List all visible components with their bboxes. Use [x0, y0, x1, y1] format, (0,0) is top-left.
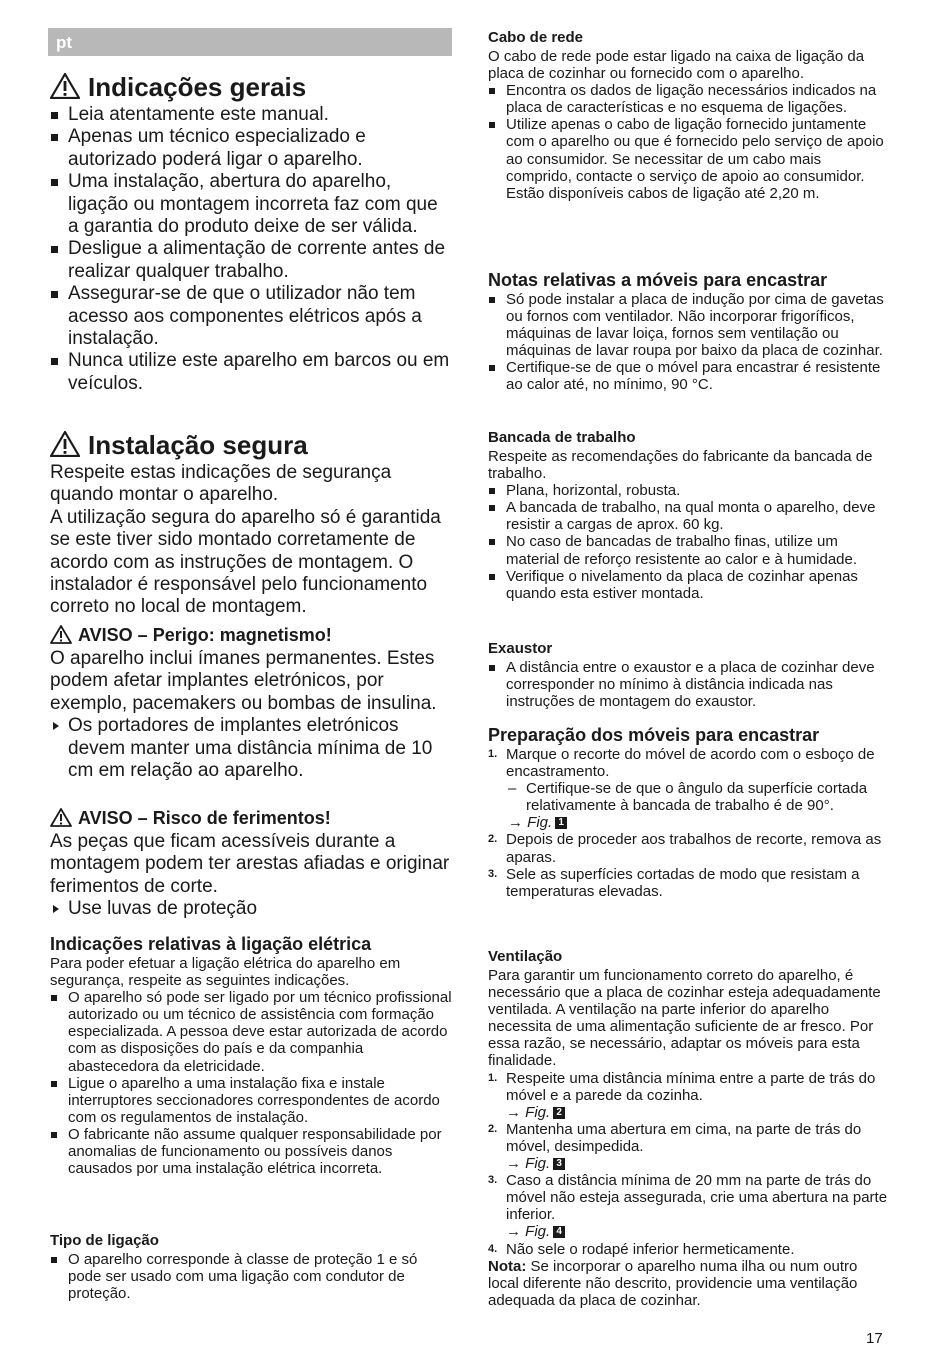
- subsection-title-tipo: Tipo de ligação: [50, 1232, 159, 1249]
- warning-magnetism-text: [50, 648, 452, 782]
- figure-reference: → Fig. 1: [488, 814, 888, 831]
- paragraph: Para poder efetuar a ligação elétrica do aparelho em segurança, respeite as seguintes indicações.: [50, 955, 401, 990]
- cabo-list: [488, 82, 888, 202]
- subsection-title-exaustor: Exaustor: [488, 640, 553, 657]
- figure-number-box: 3: [553, 1158, 565, 1170]
- list-item: No caso de bancadas de trabalho finas, utilize um material de reforço resistente ao calor e à humidade.: [488, 533, 888, 567]
- prep-steps: [488, 746, 888, 900]
- list-item: A bancada de trabalho, na qual monta o aparelho, deve resistir a cargas de aprox. 60 kg.: [488, 499, 888, 533]
- section-title-general: Indicações gerais: [50, 72, 306, 102]
- list-item: O aparelho só pode ser ligado por um técnico profissional autorizado ou um técnico de assistência com formação especializada. A pessoa deve estar autorizada de acordo com as disposições do país e da companhia abastecedora da eletricidade.: [50, 989, 452, 1074]
- warning-icon: [50, 625, 72, 644]
- language-code: pt: [56, 33, 73, 52]
- paragraph: As peças que ficam acessíveis durante a montagem podem ter arestas afiadas e originar ferimentos de corte.: [50, 831, 450, 897]
- action-list: [50, 715, 452, 782]
- electric-text: [50, 955, 452, 1177]
- list-item: Uma instalação, abertura do aparelho, ligação ou montagem incorreta faz com que a garantia do produto deixe de ser válida.: [50, 171, 452, 238]
- list-item: Encontra os dados de ligação necessários indicados na placa de características e no esquema de ligações.: [488, 82, 888, 116]
- list-item: Certifique-se de que o móvel para encastrar é resistente ao calor até, no mínimo, 90 °C.: [488, 359, 888, 393]
- figure-number-box: 2: [553, 1107, 565, 1119]
- substep: – Certifique-se de que o ângulo da superfície cortada relativamente à bancada de trabalho é de 90°.: [508, 780, 868, 815]
- vent-list: [488, 1070, 888, 1258]
- paragraph: A utilização segura do aparelho só é garantida se este tiver sido montado corretamente de acordo com as instruções de montagem. O instalador é responsável pelo funcionamento correto no local de montagem.: [50, 506, 441, 618]
- note: Nota: Se incorporar o aparelho numa ilha ou num outro local diferente não descrito, providencie uma ventilação adequada da placa de cozinhar.: [488, 1257, 858, 1309]
- prep-list: [488, 746, 888, 780]
- paragraph: Respeite as recomendações do fabricante da bancada de trabalho.: [488, 448, 873, 483]
- paragraph: O cabo de rede pode estar ligado na caixa de ligação da placa de cozinhar ou fornecido com o aparelho.: [488, 48, 865, 83]
- bancada-list: [488, 482, 888, 602]
- figure-number-box: 1: [555, 817, 567, 829]
- figure-reference: → Fig. 2: [506, 1104, 888, 1121]
- step-item: 2. Mantenha uma abertura em cima, na parte de trás do móvel, desimpedida. → Fig. 3: [488, 1121, 888, 1172]
- general-list: [50, 104, 452, 395]
- list-item: Ligue o aparelho a uma instalação fixa e instale interruptores seccionadores correspondentes de acordo com os regulamentos de instalação.: [50, 1075, 452, 1126]
- subsection-title-cabo: Cabo de rede: [488, 29, 584, 46]
- list-item: Só pode instalar a placa de indução por cima de gavetas ou fornos com ventilador. Não incorporar frigoríficos, máquinas de lavar loiça, fornos sem ventilação ou máquinas de lavar roupa por baixo da placa de cozinhar.: [488, 291, 888, 359]
- figure-number-box: 4: [553, 1226, 565, 1238]
- prep-list-cont: [488, 831, 888, 899]
- warning-icon: [50, 73, 80, 99]
- paragraph: O aparelho inclui ímanes permanentes. Estes podem afetar implantes eletrónicos, por exemplo, pacemakers ou bombas de insulina.: [50, 648, 437, 714]
- paragraph: Para garantir um funcionamento correto do aparelho, é necessário que a placa de cozinhar esteja adequadamente ventilada. A ventilação na parte inferior do aparelho necessita de uma alimentação suficiente de ar fresco. Por essa razão, se necessário, adaptar os móveis para esta finalidade.: [488, 967, 881, 1070]
- list-item: Os portadores de implantes eletrónicos devem manter uma distância mínima de 10 cm em relação ao aparelho.: [50, 715, 452, 782]
- warning-icon: [50, 808, 72, 827]
- electric-list: [50, 989, 452, 1177]
- action-list: [50, 898, 452, 920]
- section-title-electric: Indicações relativas à ligação elétrica: [50, 934, 372, 954]
- list-item: O fabricante não assume qualquer responsabilidade por anomalias de funcionamento ou possíveis danos causados por uma instalação elétrica incorreta.: [50, 1126, 452, 1177]
- safe-text: [50, 462, 452, 619]
- warning-injury-title: AVISO – Risco de ferimentos!: [50, 807, 331, 829]
- page-number: 17: [866, 1330, 883, 1347]
- bancada-text: [488, 448, 888, 602]
- paragraph: Respeite estas indicações de segurança quando montar o aparelho.: [50, 462, 392, 506]
- subsection-title-bancada: Bancada de trabalho: [488, 429, 636, 446]
- step-item: 2. Depois de proceder aos trabalhos de recorte, remova as aparas.: [488, 831, 882, 866]
- list-item: Use luvas de proteção: [50, 898, 452, 920]
- warning-icon: [50, 431, 80, 457]
- language-bar: [48, 28, 452, 56]
- list-item: Plana, horizontal, robusta.: [488, 482, 888, 499]
- step-item: 3. Sele as superfícies cortadas de modo que resistam a temperaturas elevadas.: [488, 865, 860, 900]
- exaustor-list: [488, 659, 888, 710]
- step-item: 1. Marque o recorte do móvel de acordo com o esboço de encastramento.: [488, 746, 875, 781]
- list-item: Verifique o nivelamento da placa de cozinhar apenas quando esta estiver montada.: [488, 568, 888, 602]
- subsection-title-vent: Ventilação: [488, 948, 563, 965]
- warning-magnetism-title: AVISO – Perigo: magnetismo!: [50, 624, 332, 646]
- section-title-notas: Notas relativas a móveis para encastrar: [488, 270, 828, 290]
- figure-reference: → Fig. 4: [506, 1223, 888, 1240]
- list-item: Nunca utilize este aparelho em barcos ou em veículos.: [50, 350, 452, 395]
- list-item: Leia atentamente este manual.: [50, 104, 452, 126]
- warning-injury-text: [50, 831, 452, 921]
- figure-reference: → Fig. 3: [506, 1155, 888, 1172]
- section-title-prep: Preparação dos móveis para encastrar: [488, 725, 820, 745]
- tipo-list: [50, 1251, 452, 1302]
- step-item: 4. Não sele o rodapé inferior hermeticamente.: [488, 1240, 795, 1258]
- vent-text: [488, 967, 888, 1309]
- list-item: A distância entre o exaustor e a placa de cozinhar deve corresponder no mínimo à distância indicada nas instruções de montagem do exaustor.: [488, 659, 888, 710]
- list-item: Assegurar-se de que o utilizador não tem acesso aos componentes elétricos após a instalação.: [50, 283, 452, 350]
- list-item: O aparelho corresponde à classe de proteção 1 e só pode ser usado com uma ligação com condutor de proteção.: [50, 1251, 452, 1302]
- list-item: Apenas um técnico especializado e autorizado poderá ligar o aparelho.: [50, 126, 452, 171]
- step-item: 1. Respeite uma distância mínima entre a parte de trás do móvel e a parede da cozinha. → Fig. 2: [488, 1070, 888, 1121]
- list-item: Utilize apenas o cabo de ligação fornecido juntamente com o aparelho ou que é fornecido pelo serviço de apoio ao consumidor. Se necessitar de um cabo mais comprido, contacte o serviço de apoio ao consumidor. Estão disponíveis cabos de ligação até 2,20 m.: [488, 116, 888, 201]
- list-item: Desligue a alimentação de corrente antes de realizar qualquer trabalho.: [50, 238, 452, 283]
- cabo-text: [488, 48, 888, 202]
- notas-list: [488, 291, 888, 394]
- step-item: 3. Caso a distância mínima de 20 mm na parte de trás do móvel não esteja assegurada, crie uma abertura na parte inferior. → Fig. 4: [488, 1172, 888, 1241]
- section-title-safe: Instalação segura: [50, 430, 308, 460]
